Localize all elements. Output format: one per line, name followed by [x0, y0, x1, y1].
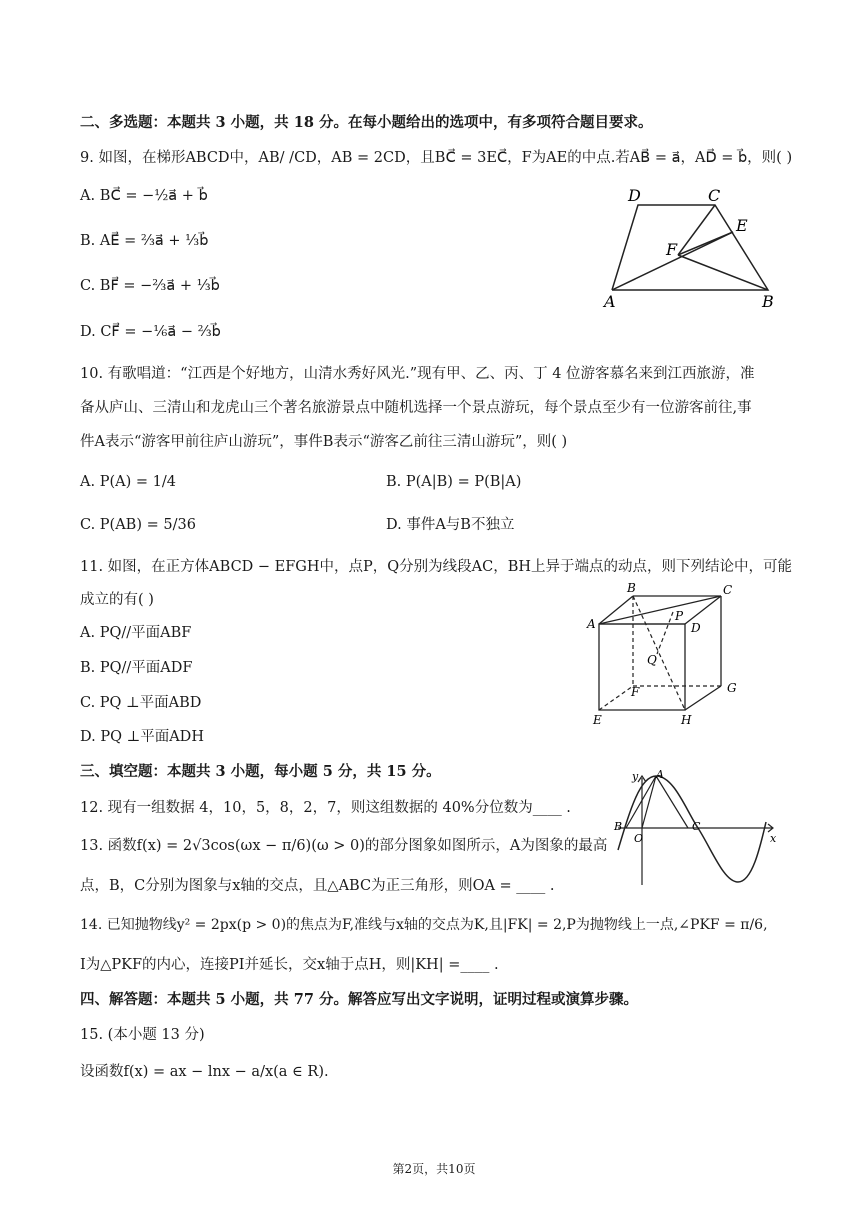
q10-option-b: B. P(A|B) = P(B|A): [386, 474, 522, 490]
q9-option-d: D. CF⃗ = −⅙a⃗ − ⅔b⃗: [80, 324, 221, 340]
q11-option-c: C. PQ ⊥平面ABD: [80, 695, 202, 711]
q15-title: 15. (本小题 13 分): [80, 1027, 205, 1043]
q9-stem: 9. 如图，在梯形ABCD中，AB/ /CD，AB = 2CD，且BC⃗ = 3EC⃗，F为AE的中点.若AB⃗ = a⃗，AD⃗ = b⃗，则( ): [80, 150, 793, 166]
label-P: P: [675, 609, 684, 623]
cube-figure: [585, 582, 755, 727]
q11-option-a: A. PQ//平面ABF: [80, 625, 192, 641]
label-A: A: [604, 292, 616, 311]
q12-text: 12. 现有一组数据 4，10，5，8，2，7，则这组数据的 40%分位数为____ .: [80, 800, 571, 816]
cosine-graph-figure: [612, 770, 782, 890]
label-O: O: [634, 832, 644, 845]
page-footer: 第2页，共10页: [392, 1162, 476, 1176]
label-F: F: [666, 240, 678, 259]
q10-stem-line-2: 备从庐山、三清山和龙虎山三个著名旅游景点中随机选择一个景点游玩，每个景点至少有一位游客前往,事: [80, 400, 752, 416]
q10-option-d: D. 事件A与B不独立: [386, 517, 515, 533]
q14-line-2: I为△PKF的内心，连接PI并延长，交x轴于点H，则|KH| =____ .: [80, 957, 499, 973]
q11-option-b: B. PQ//平面ADF: [80, 660, 193, 676]
label-B: B: [627, 581, 636, 595]
label-B: B: [614, 820, 623, 833]
q9-option-b: B. AE⃗ = ⅔a⃗ + ⅓b⃗: [80, 233, 209, 249]
q10-stem-line-1: 10. 有歌唱道：“江西是个好地方，山清水秀好风光.”现有甲、乙、丙、丁 4 位游客慕名来到江西旅游，准: [80, 366, 755, 382]
section-heading-fill-in: 三、填空题：本题共 3 小题，每小题 5 分，共 15 分。: [80, 763, 441, 780]
label-D: D: [691, 621, 701, 635]
label-A: A: [656, 768, 664, 781]
q11-stem-line-2: 成立的有( ): [80, 592, 154, 608]
section-heading-answer: 四、解答题：本题共 5 小题，共 77 分。解答应写出文字说明，证明过程或演算步骤。: [80, 991, 638, 1008]
label-A: A: [587, 617, 596, 631]
label-F: F: [631, 685, 640, 699]
q15-text: 设函数f(x) = ax − lnx − a/x(a ∈ R).: [80, 1064, 329, 1080]
label-D: D: [628, 186, 641, 205]
q11-option-d: D. PQ ⊥平面ADH: [80, 729, 204, 745]
label-G: G: [727, 681, 737, 695]
label-B: B: [762, 292, 774, 311]
q13-line-1: 13. 函数f(x) = 2√3cos(ωx − π/6)(ω > 0)的部分图象如图所示，A为图象的最高: [80, 838, 608, 854]
label-y: y: [632, 770, 639, 783]
q9-option-c: C. BF⃗ = −⅔a⃗ + ⅓b⃗: [80, 278, 220, 294]
trapezoid-figure: [600, 185, 790, 315]
label-E: E: [593, 713, 602, 727]
q13-line-2: 点，B，C分别为图象与x轴的交点，且△ABC为正三角形，则OA = ____ .: [80, 878, 555, 894]
label-C: C: [708, 186, 721, 205]
label-E: E: [736, 216, 748, 235]
label-Q: Q: [647, 653, 657, 667]
q11-stem-line-1: 11. 如图，在正方体ABCD − EFGH中，点P，Q分别为线段AC，BH上异于端点的动点，则下列结论中，可能: [80, 559, 793, 575]
label-x: x: [770, 832, 777, 845]
section-heading-multiple-choice: 二、多选题：本题共 3 小题，共 18 分。在每小题给出的选项中，有多项符合题目要求。: [80, 114, 653, 131]
q10-option-c: C. P(AB) = 5/36: [80, 517, 196, 533]
label-C: C: [723, 583, 733, 597]
q14-line-1: 14. 已知抛物线y² = 2px(p > 0)的焦点为F,准线与x轴的交点为K,且|FK| = 2,P为抛物线上一点,∠PKF = π/6,: [80, 917, 768, 933]
q10-stem-line-3: 件A表示“游客甲前往庐山游玩”，事件B表示“游客乙前往三清山游玩”，则( ): [80, 434, 568, 450]
q10-option-a: A. P(A) = 1/4: [80, 474, 176, 490]
q9-option-a: A. BC⃗ = −½a⃗ + b⃗: [80, 188, 208, 204]
label-H: H: [681, 713, 692, 727]
label-C: C: [692, 820, 701, 833]
